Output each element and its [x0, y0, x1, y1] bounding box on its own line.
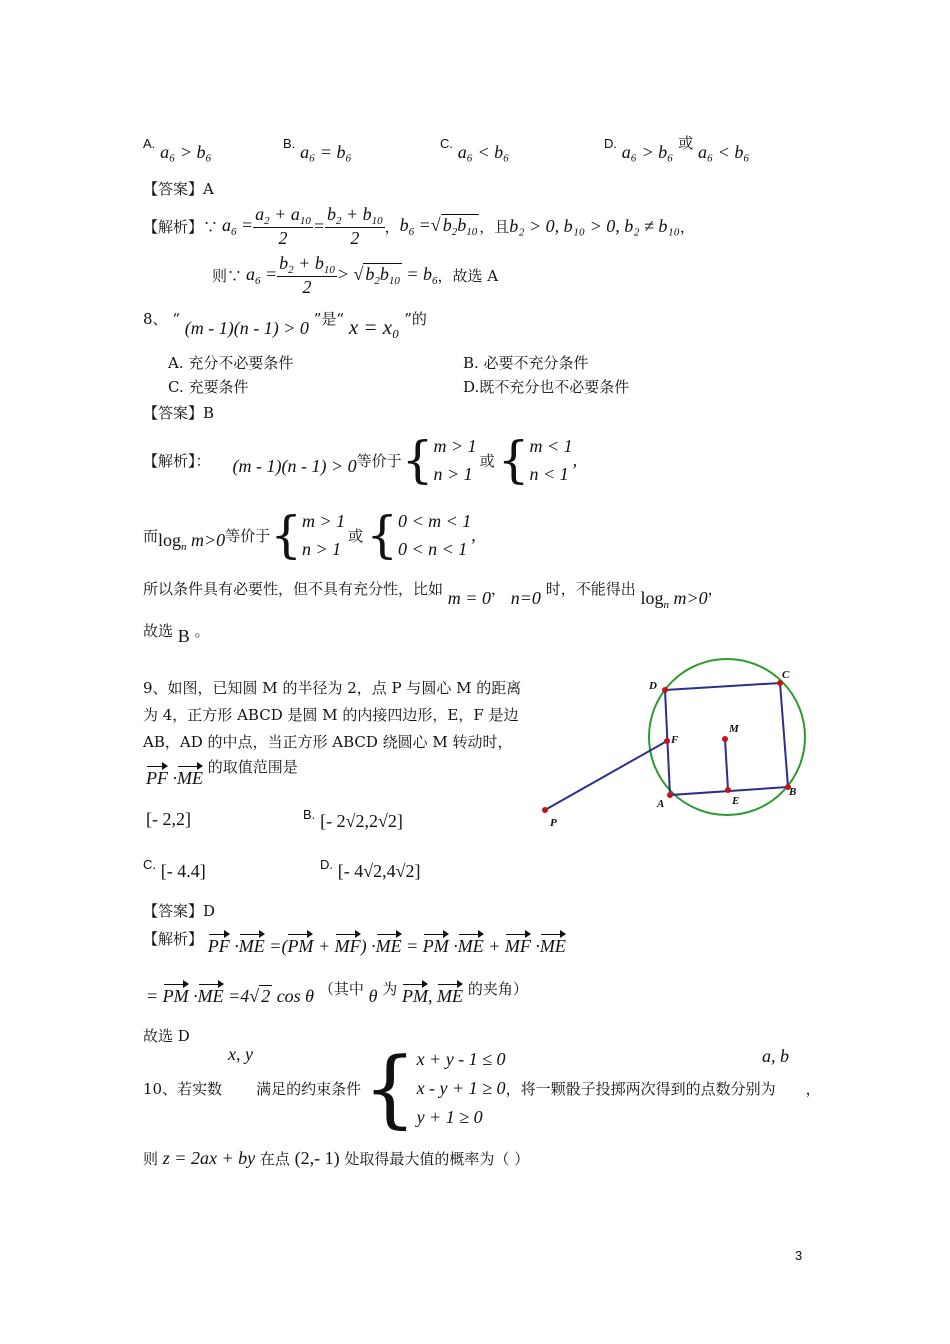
q7-option-b: B. a₆ = b₆ — [283, 136, 352, 162]
q8-option-a: A. 充分不必要条件 — [168, 354, 294, 372]
q8-answer: 【答案】B — [143, 404, 215, 422]
label-c: C — [782, 669, 790, 681]
q9-option-d: D. [- 4√2,4√2] — [320, 857, 421, 881]
q7-analysis-then: 则∵ $a_6$ = $\frac{b_2 + b_{10}}{2}$ > √ $b_2b_{10} = b_6$ ，故选 A — [212, 252, 499, 297]
q8-analysis-line2: 而 $\log_n m>0$ 等价于 { m > 1 n > 1 或 { 0 < m < 1 0 < n < 1 , — [143, 506, 476, 564]
system-4: 0 < m < 1 0 < n < 1 — [398, 511, 472, 559]
page-number: 3 — [795, 1248, 803, 1263]
label-p: P — [550, 817, 557, 829]
system-3: m > 1 n > 1 — [302, 511, 346, 559]
label-a: A — [657, 798, 665, 810]
q8-option-c: C. 充要条件 — [168, 378, 249, 396]
q7-answer: 【答案】A — [143, 180, 214, 198]
q8-option-d: D.既不充分也不必要条件 — [463, 378, 630, 396]
q9-stem-tail: PF ·ME 的取值范围是 — [146, 758, 298, 788]
label-b: B — [789, 786, 797, 798]
q8-analysis-line3: 所以条件具有必要性，但不具有充分性，比如 m = 0， n=0 时，不能得出 $\log_n m>0$， — [143, 580, 723, 611]
geometry-figure — [535, 655, 815, 835]
q7-option-a: A. a₆ > b₆ — [143, 136, 212, 162]
label-m: M — [729, 723, 739, 735]
q8-analysis: 【解析】： (m - 1)(n - 1) > 0 等价于 { m > 1 n > 1 或 { m < 1 n < 1 , — [143, 431, 578, 489]
square-abcd — [545, 683, 788, 810]
q7-analysis: 【解析】∵ $a_6$ = $\frac{a_2 + a_{10}}{2}$ = $\frac{b_2 + b_{10}}{2}$ ， $b_6$ =√ $b_2b_{10}$ ，且 b₂ > 0, b₁₀ > 0, b₂ ≠ b₁₀ ， — [143, 203, 695, 248]
q9-analysis: 【解析】 PF ·ME =(PM + MF) ·ME = PM ·ME + MF ·ME — [143, 930, 566, 956]
q9-option-b: B. [- 2√2,2√2] — [303, 807, 403, 831]
q7-option-c: C. a₆ < b₆ — [440, 136, 510, 162]
q9-answer: 【答案】D — [143, 902, 216, 920]
q10-line2: 则 z = 2ax + by 在点 (2,- 1) 处取得最大值的概率为（ ） — [143, 1148, 530, 1168]
q8-option-b: B. 必要不充分条件 — [463, 354, 589, 372]
constraint-system: x + y - 1 ≤ 0 x - y + 1 ≥ 0 y + 1 ≥ 0 — [416, 1048, 506, 1127]
label-d: D — [649, 680, 657, 692]
q9-stem: 9、如图，已知圆 M 的半径为 2，点 P 与圆心 M 的距离 为 4，正方形 ABCD 是圆 M 的内接四边形，E，F 是边 AB，AD 的中点，当正方形 ABCD 绕圆心 M 转动时， — [143, 679, 522, 751]
q10-vars: x, y — [228, 1044, 253, 1064]
system-1: m > 1 n > 1 — [433, 436, 477, 484]
q7-option-d: D. a₆ > b₆ 或 a₆ < b₆ — [604, 134, 750, 162]
points — [542, 680, 791, 813]
q8-analysis-line4: 故选 B 。 — [143, 622, 210, 646]
q9-option-a: [- 2,2] — [146, 809, 191, 829]
q10-vars2: a, b — [762, 1046, 789, 1066]
q9-option-c: C. [- 4.4] — [143, 857, 206, 881]
fraction: $\frac{a_2 + a_{10}}{2}$ — [255, 203, 311, 248]
segment-me — [725, 739, 728, 790]
q8-stem: 8、 “ (m - 1)(n - 1) > 0 ”是“ x = x₀ ”的 — [143, 310, 427, 339]
q9-final: 故选 D — [143, 1027, 190, 1045]
system-2: m < 1 n < 1 — [529, 436, 573, 484]
segment-pf — [545, 741, 667, 810]
label-f: F — [671, 734, 679, 746]
q9-analysis-line2: = PM ·ME =4√ 2 cos θ （其中 θ 为 PM, ME 的夹角） — [146, 980, 528, 1006]
label-e: E — [732, 795, 740, 807]
q10-stem: 10、若实数 满足的约束条件 { x + y - 1 ≤ 0 x - y + 1 ≥ 0 y + 1 ≥ 0 ，将一颗骰子投掷两次得到的点数分别为 ， — [143, 1039, 821, 1137]
